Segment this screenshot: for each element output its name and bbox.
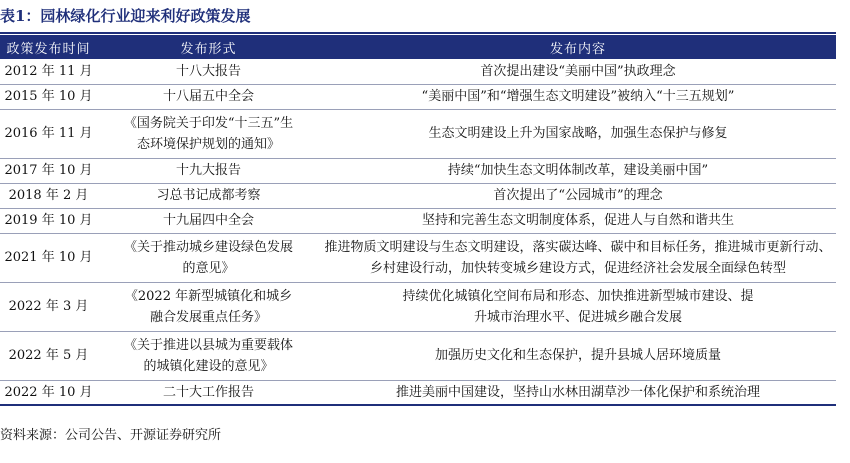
table-row [0, 380, 836, 405]
cell-date: 2015 年 10 月 [0, 84, 97, 109]
cell-content: 持续优化城镇化空间布局和形态、加快推进新型城市建设、提升城市治理水平、促进城乡融合发展 [320, 282, 836, 331]
cell-date: 2017 年 10 月 [0, 158, 97, 183]
cell-content: 持续“加快生态文明体制改革，建设美丽中国” [320, 158, 836, 183]
cell-content: “美丽中国”和“增强生态文明建设”被纳入“十三五规划” [320, 84, 836, 109]
cell-content: 生态文明建设上升为国家战略，加强生态保护与修复 [320, 109, 836, 158]
cell-date: 2022 年 10 月 [0, 380, 97, 405]
title-divider [0, 32, 836, 34]
table-row [0, 331, 836, 380]
table-row [0, 84, 836, 109]
cell-content: 首次提出建设“美丽中国”执政理念 [320, 59, 836, 84]
cell-form: 十九届四中全会 [97, 208, 320, 233]
cell-content: 推进物质文明建设与生态文明建设，落实碳达峰、碳中和目标任务，推进城市更新行动、乡村建设行动，加快转变城乡建设方式，促进经济社会发展全面绿色转型 [320, 233, 836, 282]
cell-content: 首次提出了“公园城市”的理念 [320, 183, 836, 208]
table-row [0, 233, 836, 282]
cell-date: 2022 年 5 月 [0, 331, 97, 380]
table-row [0, 109, 836, 158]
cell-form: 十八届五中全会 [97, 84, 320, 109]
header-date: 政策发布时间 [0, 35, 97, 59]
cell-form: 习总书记成都考察 [97, 183, 320, 208]
header-content: 发布内容 [320, 35, 836, 59]
table-row [0, 282, 836, 331]
cell-date: 2021 年 10 月 [0, 233, 97, 282]
cell-date: 2019 年 10 月 [0, 208, 97, 233]
source-note: 资料来源：公司公告、开源证券研究所 [0, 428, 222, 443]
cell-form: 《国务院关于印发“十三五”生态环境保护规划的通知》 [97, 109, 320, 158]
cell-date: 2018 年 2 月 [0, 183, 97, 208]
cell-content: 加强历史文化和生态保护，提升县城人居环境质量 [320, 331, 836, 380]
header-form: 发布形式 [97, 35, 320, 59]
cell-date: 2022 年 3 月 [0, 282, 97, 331]
table-row [0, 158, 836, 183]
cell-date: 2016 年 11 月 [0, 109, 97, 158]
cell-form: 二十大工作报告 [97, 380, 320, 405]
cell-date: 2012 年 11 月 [0, 59, 97, 84]
cell-form: 十九大报告 [97, 158, 320, 183]
cell-form: 《关于推动城乡建设绿色发展的意见》 [97, 233, 320, 282]
table-row [0, 183, 836, 208]
policy-table [0, 35, 836, 406]
cell-form: 《关于推进以县城为重要载体的城镇化建设的意见》 [97, 331, 320, 380]
table-header-row [0, 35, 836, 59]
table-row [0, 208, 836, 233]
table-title: 表1：园林绿化行业迎来利好政策发展 [0, 7, 251, 25]
cell-form: 十八大报告 [97, 59, 320, 84]
cell-form: 《2022 年新型城镇化和城乡融合发展重点任务》 [97, 282, 320, 331]
table-row [0, 59, 836, 84]
cell-content: 推进美丽中国建设，坚持山水林田湖草沙一体化保护和系统治理 [320, 380, 836, 405]
cell-content: 坚持和完善生态文明制度体系，促进人与自然和谐共生 [320, 208, 836, 233]
